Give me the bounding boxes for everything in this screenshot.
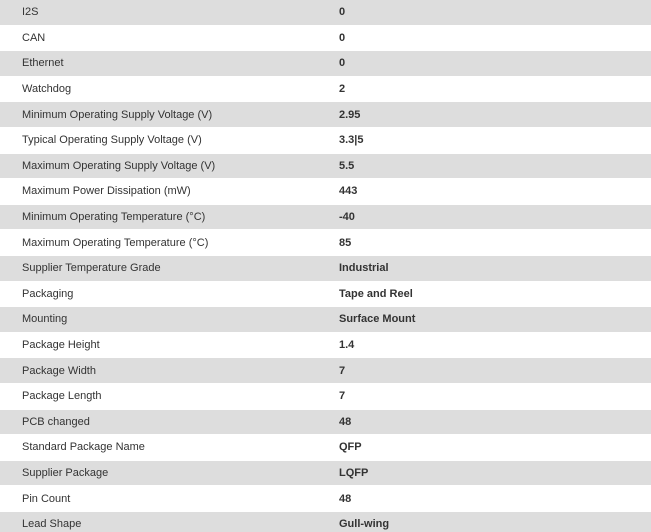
table-row (0, 256, 651, 282)
table-row (0, 179, 651, 205)
spec-name: Standard Package Name (22, 441, 145, 454)
table-row (0, 26, 651, 52)
spec-name: Packaging (22, 287, 74, 300)
spec-value: 0 (339, 57, 346, 70)
table-row (0, 205, 651, 231)
spec-value: -40 (339, 211, 355, 224)
spec-value: 48 (339, 415, 352, 428)
table-row (0, 435, 651, 461)
spec-value: LQFP (339, 466, 369, 479)
spec-value: Tape and Reel (339, 287, 413, 300)
spec-name: Pin Count (22, 492, 71, 505)
spec-name: Mounting (22, 313, 68, 326)
spec-name: Minimum Operating Supply Voltage (V) (22, 108, 213, 121)
spec-value: 2 (339, 83, 346, 96)
table-row (0, 384, 651, 410)
spec-value: 1.4 (339, 339, 355, 352)
table-row (0, 410, 651, 436)
spec-name: Supplier Temperature Grade (22, 262, 161, 275)
table-row (0, 77, 651, 103)
table-row (0, 154, 651, 180)
spec-name: I2S (22, 6, 39, 19)
spec-name: Maximum Operating Supply Voltage (V) (22, 159, 216, 172)
spec-name: Package Height (22, 339, 100, 352)
spec-name: Lead Shape (22, 518, 82, 531)
spec-name: PCB changed (22, 415, 90, 428)
table-row (0, 307, 651, 333)
table-row (0, 102, 651, 128)
spec-value: Surface Mount (339, 313, 416, 326)
spec-value: QFP (339, 441, 362, 454)
spec-value: 85 (339, 236, 352, 249)
spec-value: 7 (339, 390, 346, 403)
spec-value: 443 (339, 185, 358, 198)
table-row (0, 230, 651, 256)
spec-value: 2.95 (339, 108, 361, 121)
spec-name: Typical Operating Supply Voltage (V) (22, 134, 202, 147)
spec-name: Supplier Package (22, 466, 109, 479)
spec-value: 5.5 (339, 159, 355, 172)
spec-name: Maximum Operating Temperature (°C) (22, 236, 209, 249)
spec-value: Industrial (339, 262, 389, 275)
table-row (0, 512, 651, 532)
table-row (0, 0, 651, 26)
spec-value: 3.3|5 (339, 134, 364, 147)
table-row (0, 128, 651, 154)
spec-name: Watchdog (22, 83, 72, 96)
spec-value: 0 (339, 31, 346, 44)
spec-value: 0 (339, 6, 346, 19)
spec-value: Gull-wing (339, 518, 390, 531)
spec-value: 7 (339, 364, 346, 377)
table-row (0, 51, 651, 77)
table-row (0, 358, 651, 384)
spec-name: Minimum Operating Temperature (°C) (22, 211, 206, 224)
spec-name: Ethernet (22, 57, 64, 70)
spec-value: 48 (339, 492, 352, 505)
table-row (0, 282, 651, 308)
table-row (0, 486, 651, 512)
table-row (0, 461, 651, 487)
spec-name: Maximum Power Dissipation (mW) (22, 185, 191, 198)
spec-name: Package Length (22, 390, 102, 403)
spec-name: CAN (22, 31, 46, 44)
spec-name: Package Width (22, 364, 96, 377)
table-row (0, 333, 651, 359)
